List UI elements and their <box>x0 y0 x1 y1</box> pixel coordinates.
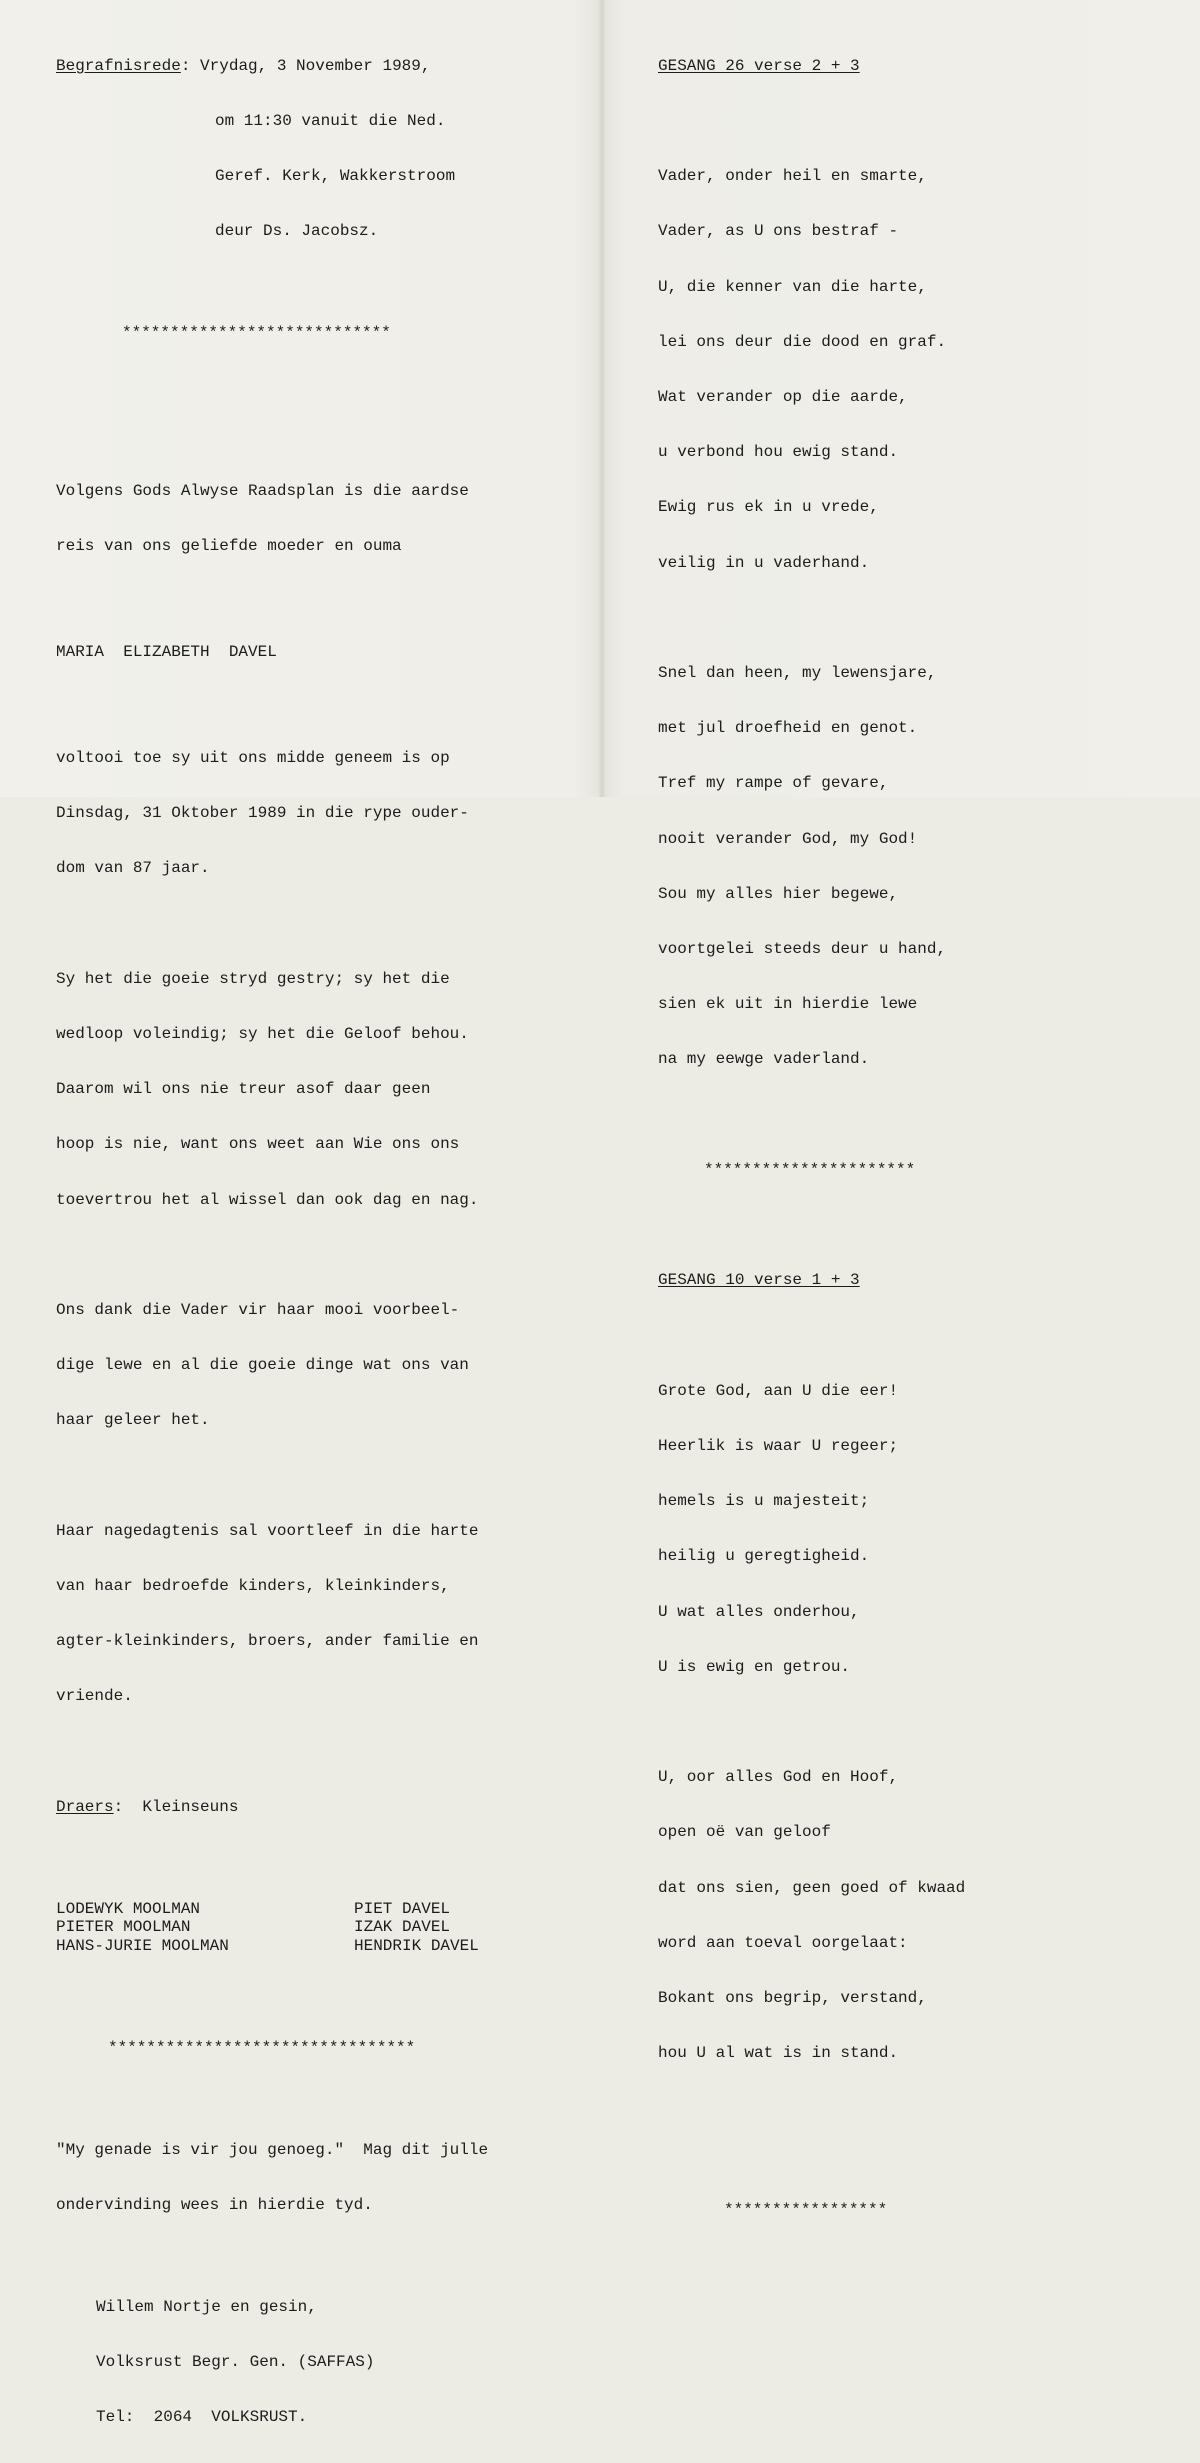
service-time: om 11:30 vanuit die Ned. <box>215 112 446 131</box>
service-label: Begrafnisrede <box>56 56 181 75</box>
paragraph-line: wedloop voleindig; sy het die Geloof behou. <box>56 1024 469 1043</box>
bearers-heading <box>56 1798 576 1816</box>
paragraph-line: hoop is nie, want ons weet aan Wie ons ons <box>56 1135 460 1154</box>
hymn-line: open oë van geloof <box>658 1823 831 1842</box>
paragraph-line: dige lewe en al die goeie dinge wat ons van <box>56 1356 469 1375</box>
bearers-label: Draers <box>56 1797 114 1816</box>
hymn-line: met jul droefheid en genot. <box>658 719 918 738</box>
intro-line: reis van ons geliefde moeder en ouma <box>56 536 402 555</box>
hymn-line: Ewig rus ek in u vrede, <box>658 498 879 517</box>
hymn-line: lei ons deur die dood en graf. <box>658 332 947 351</box>
hymn-line: Grote God, aan U die eer! <box>658 1381 899 1400</box>
bearer-name: IZAK DAVEL <box>354 1918 451 1937</box>
hymn-line: U, oor alles God en Hoof, <box>658 1768 899 1787</box>
paragraph-line: Sy het die goeie stryd gestry; sy het die <box>56 969 450 988</box>
undertaker-line: Willem Nortje en gesin, <box>96 2297 317 2316</box>
hymn-line: U is ewig en getrou. <box>658 1657 851 1676</box>
right-page <box>658 20 1178 2257</box>
paragraph-line: van haar bedroefde kinders, kleinkinders, <box>56 1576 450 1595</box>
quote-line: "My genade is vir jou genoeg." Mag dit julle <box>56 2140 489 2159</box>
undertaker-line: Volksrust Begr. Gen. (SAFFAS) <box>96 2353 375 2371</box>
bearer-name: HANS-JURIE MOOLMAN <box>56 1936 229 1955</box>
service-header <box>56 57 576 75</box>
bearers-suffix: : Kleinseuns <box>113 1797 239 1816</box>
divider-stars: ********************** <box>704 1160 916 1179</box>
hymn-line: Snel dan heen, my lewensjare, <box>658 664 937 683</box>
deceased-name: MARIA ELIZABETH DAVEL <box>56 642 277 661</box>
intro-line: Volgens Gods Alwyse Raadsplan is die aardse <box>56 481 469 500</box>
hymn-title <box>658 57 1178 75</box>
hymn-line: dat ons sien, geen goed of kwaad <box>658 1878 966 1897</box>
hymn-line: Bokant ons begrip, verstand, <box>658 1988 927 2007</box>
hymn-line: heilig u geregtigheid. <box>658 1547 870 1566</box>
hymn-line: nooit verander God, my God! <box>658 829 918 848</box>
undertaker-line: Tel: 2064 VOLKSRUST. <box>96 2408 308 2427</box>
hymn-line: u verbond hou ewig stand. <box>658 443 899 462</box>
hymn-title-text: GESANG 10 verse 1 + 3 <box>658 1271 860 1290</box>
hymn-line: hemels is u majesteit; <box>658 1492 870 1511</box>
service-church: Geref. Kerk, Wakkerstroom <box>215 167 456 186</box>
hymn-title-text: GESANG 26 verse 2 + 3 <box>658 56 860 75</box>
hymn-line: Tref my rampe of gevare, <box>658 774 889 793</box>
hymn-line: Sou my alles hier begewe, <box>658 884 899 903</box>
paragraph-line: dom van 87 jaar. <box>56 859 210 878</box>
hymn-line: Vader, as U ons bestraf - <box>658 222 899 241</box>
paragraph-line: agter-kleinkinders, broers, ander familie en <box>56 1632 479 1651</box>
service-date: : Vrydag, 3 November 1989, <box>180 56 431 75</box>
paragraph-line: Ons dank die Vader vir haar mooi voorbeel- <box>56 1300 460 1319</box>
paragraph-line: Daarom wil ons nie treur asof daar geen <box>56 1080 431 1099</box>
hymn-line: word aan toeval oorgelaat: <box>658 1933 908 1952</box>
bearer-name: PIET DAVEL <box>354 1899 451 1918</box>
divider-stars: ******************************** <box>108 2038 416 2057</box>
hymn-line: voortgelei steeds deur u hand, <box>658 940 947 959</box>
paragraph-line: Haar nagedagtenis sal voortleef in die harte <box>56 1521 479 1540</box>
paragraph-line: Dinsdag, 31 Oktober 1989 in die rype ouder- <box>56 804 469 823</box>
divider-stars: **************************** <box>122 324 391 343</box>
hymn-line: U wat alles onderhou, <box>658 1602 860 1621</box>
hymn-line: na my eewge vaderland. <box>658 1050 870 1069</box>
hymn-line: hou U al wat is in stand. <box>658 2044 899 2063</box>
bearer-name: HENDRIK DAVEL <box>354 1936 479 1955</box>
paragraph-line: voltooi toe sy uit ons midde geneem is op <box>56 748 450 767</box>
hymn-line: sien ek uit in hierdie lewe <box>658 995 918 1014</box>
hymn-line: Wat verander op die aarde, <box>658 388 908 407</box>
divider-stars: ***************** <box>724 2201 888 2220</box>
hymn-line: veilig in u vaderhand. <box>658 553 870 572</box>
hymn-line: U, die kenner van die harte, <box>658 277 927 296</box>
bearer-name: PIETER MOOLMAN <box>56 1918 191 1937</box>
bearers-list <box>56 1900 576 1955</box>
service-minister: deur Ds. Jacobsz. <box>215 222 379 241</box>
paragraph-line: toevertrou het al wissel dan ook dag en nag. <box>56 1190 479 1209</box>
paragraph-line: haar geleer het. <box>56 1411 210 1430</box>
hymn-line: Heerlik is waar U regeer; <box>658 1436 899 1455</box>
left-page <box>56 20 576 2463</box>
hymn-title <box>658 1271 1178 1289</box>
quote-line: ondervinding wees in hierdie tyd. <box>56 2195 373 2214</box>
paragraph-line: vriende. <box>56 1687 133 1706</box>
page-fold <box>598 0 606 797</box>
hymn-line: Vader, onder heil en smarte, <box>658 167 927 186</box>
bearer-name: LODEWYK MOOLMAN <box>56 1899 201 1918</box>
